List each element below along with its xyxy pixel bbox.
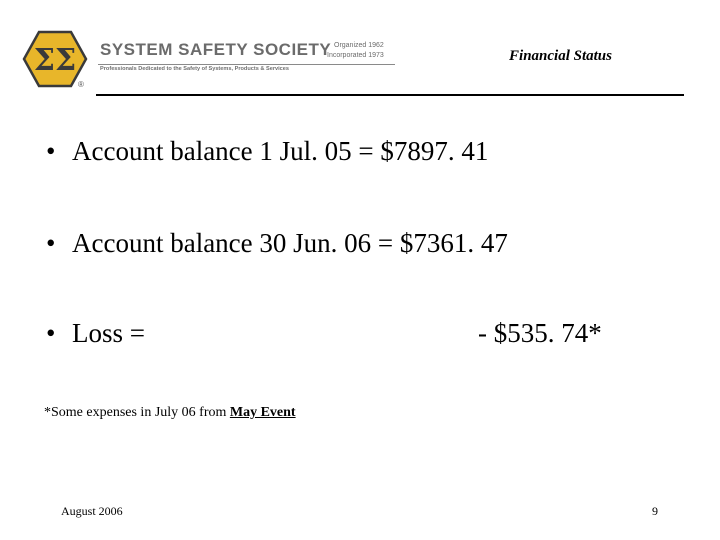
page-number: 9 xyxy=(652,504,658,518)
bullet-loss xyxy=(46,318,145,349)
bullet-text: Account balance 1 Jul. 05 = $7897. 41 xyxy=(72,136,489,166)
bullet-marker: • xyxy=(46,228,56,258)
bullet-text: Loss = xyxy=(72,318,145,348)
bullet-opening-balance xyxy=(46,136,488,167)
bullet-marker: • xyxy=(46,136,56,166)
slide-title: Financial Status xyxy=(509,48,612,64)
organized-year: Organized 1962 xyxy=(334,42,384,49)
loss-amount: - $535. 74* xyxy=(478,318,602,348)
bullet-text: Account balance 30 Jun. 06 = $7361. 47 xyxy=(72,228,508,258)
bullet-marker: • xyxy=(46,318,56,348)
bullet-closing-balance xyxy=(46,228,508,259)
may-event-link[interactable]: May Event xyxy=(229,405,296,420)
footer-date: August 2006 xyxy=(61,504,123,518)
society-tagline: Professionals Dedicated to the Safety of Systems, Products & Services xyxy=(100,66,290,72)
registered-mark: ® xyxy=(78,80,84,89)
society-name: SYSTEM SAFETY SOCIETY xyxy=(100,40,332,59)
footnote xyxy=(44,405,296,421)
footnote-text: *Some expenses in July 06 from xyxy=(44,405,230,420)
logo-divider xyxy=(98,64,395,65)
svg-text:ΣΣ: ΣΣ xyxy=(33,43,77,78)
header-rule xyxy=(96,94,684,96)
society-logo xyxy=(22,30,402,92)
incorporated-year: Incorporated 1973 xyxy=(327,52,384,59)
